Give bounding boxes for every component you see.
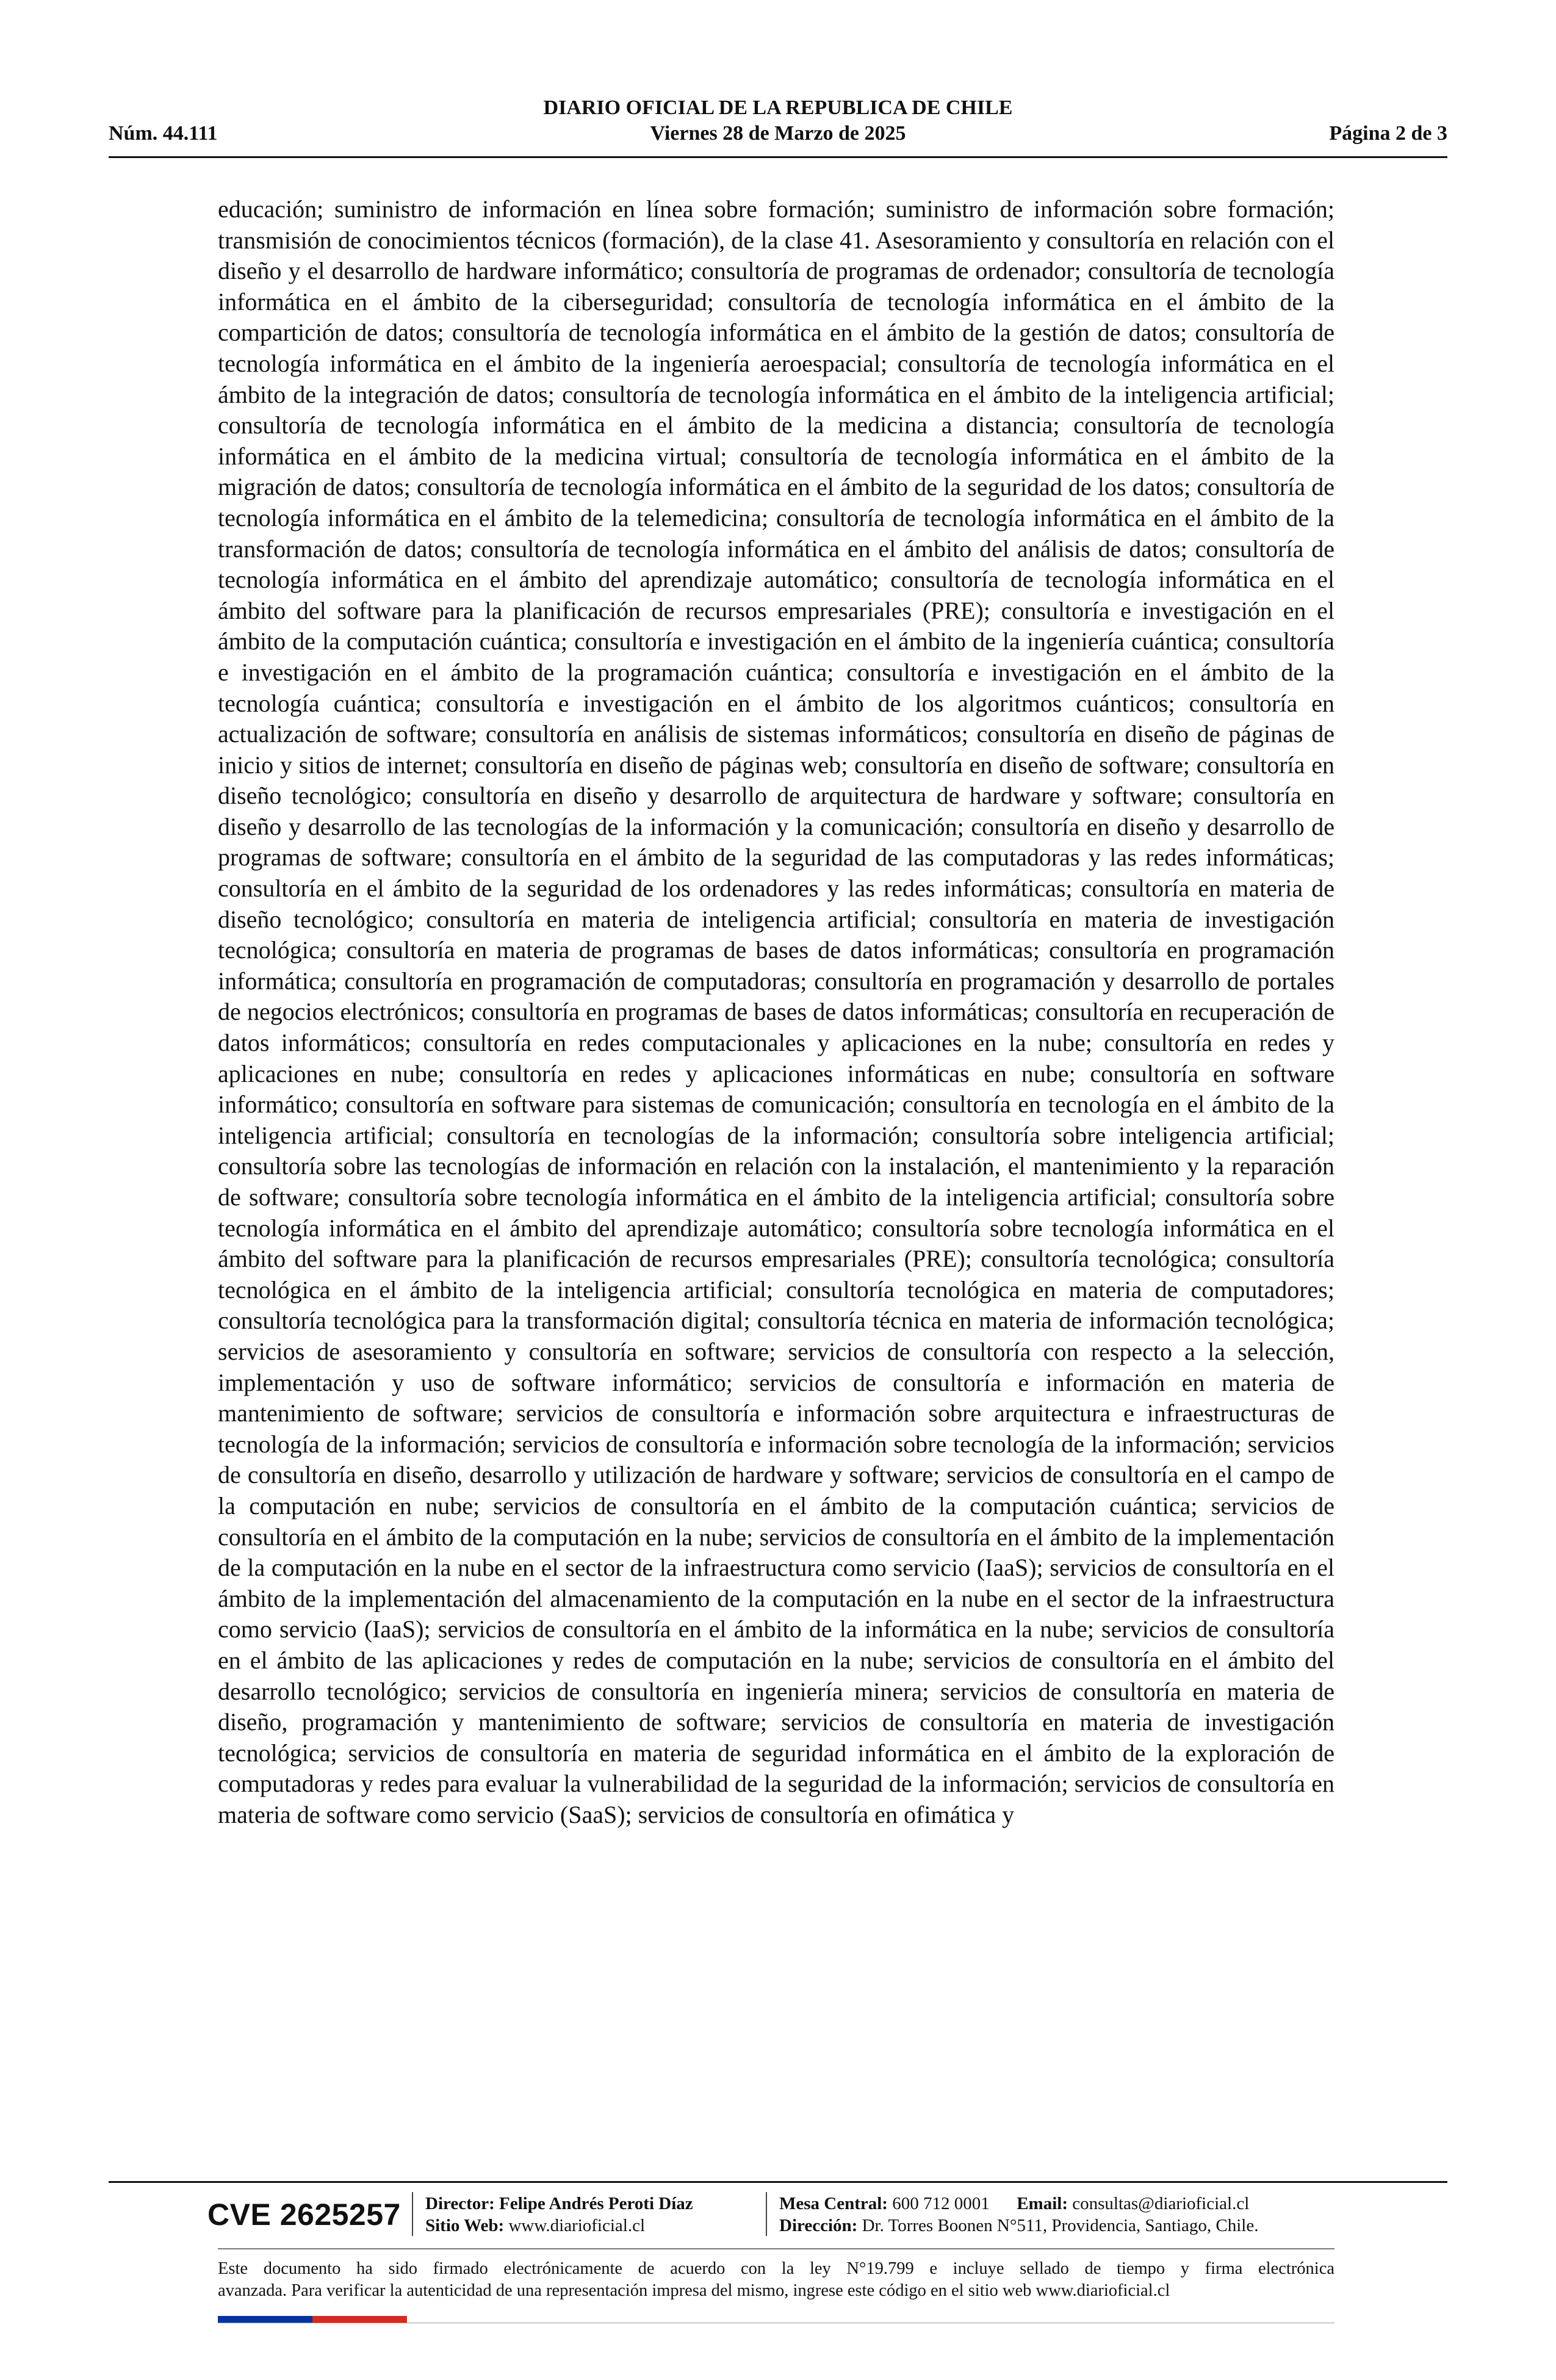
legal-notice-line: Este documento ha sido firmado electrónicamente de acuerdo con la ley N°19.799 e incluye sellado de tiempo y firma electrónica bbox=[218, 2259, 1334, 2278]
web-label: Sitio Web: bbox=[425, 2216, 505, 2235]
footer-divider bbox=[412, 2192, 413, 2236]
newspaper-title: DIARIO OFICIAL DE LA REPUBLICA DE CHILE bbox=[543, 96, 1013, 119]
footer-mid-rule bbox=[218, 2248, 1334, 2249]
footer-contact-line bbox=[779, 2193, 1258, 2215]
footer-top-rule bbox=[109, 2181, 1447, 2183]
director-label: Director: bbox=[425, 2194, 495, 2213]
legal-notice-line: avanzada. Para verificar la autenticidad de una representación impresa del mismo, ingrese este código en el sitio web www.diarioficial.cl bbox=[218, 2281, 1170, 2300]
page-header bbox=[109, 93, 1447, 161]
footer-director-line bbox=[425, 2193, 693, 2215]
footer-contact-block bbox=[779, 2193, 1258, 2237]
footer-director-block bbox=[425, 2193, 693, 2237]
footer-address-line bbox=[779, 2215, 1258, 2237]
email-label: Email: bbox=[1017, 2194, 1068, 2213]
address-label: Dirección: bbox=[779, 2216, 858, 2235]
cve-code: CVE 2625257 bbox=[207, 2198, 401, 2232]
phone-label: Mesa Central: bbox=[779, 2194, 888, 2213]
web-link[interactable]: www.diarioficial.cl bbox=[508, 2216, 646, 2235]
email-link[interactable]: consultas@diarioficial.cl bbox=[1072, 2194, 1250, 2213]
phone-value: 600 712 0001 bbox=[892, 2194, 990, 2213]
issue-date: Viernes 28 de Marzo de 2025 bbox=[650, 122, 906, 145]
body-paragraph: educación; suministro de información en línea sobre formación; suministro de información sobre formación; transmisión de conocimientos técnicos (formación), de la clase 41. Asesoramiento y consultoría en relación con el diseño y el desarrollo de hardware informático; consultoría de programas de ordenador; consultoría de tecnología informática en el ámbito de la ciberseguridad; consultoría de tecnología informática en el ámbito de la compartición de datos; consultoría de tecnología informática en el ámbito de la gestión de datos; consultoría de tecnología informática en el ámbito de la ingeniería aeroespacial; consultoría de tecnología informática en el ámbito de la integración de datos; consultoría de tecnología informática en el ámbito de la inteligencia artificial; consultoría de tecnología informática en el ámbito de la medicina a distancia; consultoría de tecnología informática en el ámbito de la medicina virtual; consultoría de tecnología informática en el ámbito de la migración de datos; consultoría de tecnología informática en el ámbito de la seguridad de los datos; consultoría de tecnología informática en el ámbito de la telemedicina; consultoría de tecnología informática en el ámbito de la transformación de datos; consultoría de tecnología informática en el ámbito del análisis de datos; consultoría de tecnología informática en el ámbito del aprendizaje automático; consultoría de tecnología informática en el ámbito del software para la planificación de recursos empresariales (PRE); consultoría e investigación en el ámbito de la computación cuántica; consultoría e investigación en el ámbito de la ingeniería cuántica; consultoría e investigación en el ámbito de la programación cuántica; consultoría e investigación en el ámbito de la tecnología cuántica; consultoría e investigación en el ámbito de los algoritmos cuánticos; consultoría en actualización de software; consultoría en análisis de sistemas informáticos; consultoría en diseño de páginas de inicio y sitios de internet; consultoría en diseño de páginas web; consultoría en diseño de software; consultoría en diseño tecnológico; consultoría en diseño y desarrollo de arquitectura de hardware y software; consultoría en diseño y desarrollo de las tecnologías de la información y la comunicación; consultoría en diseño y desarrollo de programas de software; consultoría en el ámbito de la seguridad de las computadoras y las redes informáticas; consultoría en el ámbito de la seguridad de los ordenadores y las redes informáticas; consultoría en materia de diseño tecnológico; consultoría en materia de inteligencia artificial; consultoría en materia de investigación tecnológica; consultoría en materia de programas de bases de datos informáticas; consultoría en programación informática; consultoría en programación de computadoras; consultoría en programación y desarrollo de portales de negocios electrónicos; consultoría en programas de bases de datos informáticas; consultoría en recuperación de datos informáticos; consultoría en redes computacionales y aplicaciones en la nube; consultoría en redes y aplicaciones en nube; consultoría en redes y aplicaciones informáticas en nube; consultoría en software informático; consultoría en software para sistemas de comunicación; consultoría en tecnología en el ámbito de la inteligencia artificial; consultoría en tecnologías de la información; consultoría sobre inteligencia artificial; consultoría sobre las tecnologías de información en relación con la instalación, el mantenimiento y la reparación de software; consultoría sobre tecnología informática en el ámbito de la inteligencia artificial; consultoría sobre tecnología informática en el ámbito del aprendizaje automático; consultoría sobre tecnología informática en el ámbito del software para la planificación de recursos empresariales (PRE); consultoría tecnológica; consultoría tecnológica en el ámbito de la inteligencia artificial; consultoría tecnológica en materia de computadores; consultoría tecnológica para la transformación digital; consultoría técnica en materia de información tecnológica; servicios de asesoramiento y consultoría en software; servicios de consultoría con respecto a la selección, implementación y uso de software informático; servicios de consultoría e información en materia de mantenimiento de software; servicios de consultoría e información sobre arquitectura e infraestructuras de tecnología de la información; servicios de consultoría e información sobre tecnología de la información; servicios de consultoría en diseño, desarrollo y utilización de hardware y software; servicios de consultoría en el campo de la computación en nube; servicios de consultoría en el ámbito de la computación cuántica; servicios de consultoría en el ámbito de la computación en la nube; servicios de consultoría en el ámbito de la implementación de la computación en la nube en el sector de la infraestructura como servicio (IaaS); servicios de consultoría en el ámbito de la implementación del almacenamiento de la computación en la nube en el sector de la infraestructura como servicio (IaaS); servicios de consultoría en el ámbito de la informática en la nube; servicios de consultoría en el ámbito de las aplicaciones y redes de computación en la nube; servicios de consultoría en el ámbito del desarrollo tecnológico; servicios de consultoría en ingeniería minera; servicios de consultoría en materia de diseño, programación y mantenimiento de software; servicios de consultoría en materia de investigación tecnológica; servicios de consultoría en materia de seguridad informática en el ámbito de la exploración de computadoras y redes para evaluar la vulnerabilidad de la seguridad de la información; servicios de consultoría en materia de software como servicio (SaaS); servicios de consultoría en ofimática y bbox=[218, 195, 1334, 1828]
document-body bbox=[218, 194, 1334, 1830]
footer-web-line bbox=[425, 2215, 693, 2237]
director-name: Felipe Andrés Peroti Díaz bbox=[499, 2194, 693, 2213]
header-rule bbox=[109, 156, 1447, 158]
page-indicator: Página 2 de 3 bbox=[1329, 122, 1447, 145]
legal-notice bbox=[218, 2258, 1334, 2302]
issue-number: Núm. 44.111 bbox=[109, 122, 218, 145]
address-value: Dr. Torres Boonen N°511, Providencia, Santiago, Chile. bbox=[862, 2216, 1259, 2235]
footer-divider bbox=[766, 2192, 767, 2236]
